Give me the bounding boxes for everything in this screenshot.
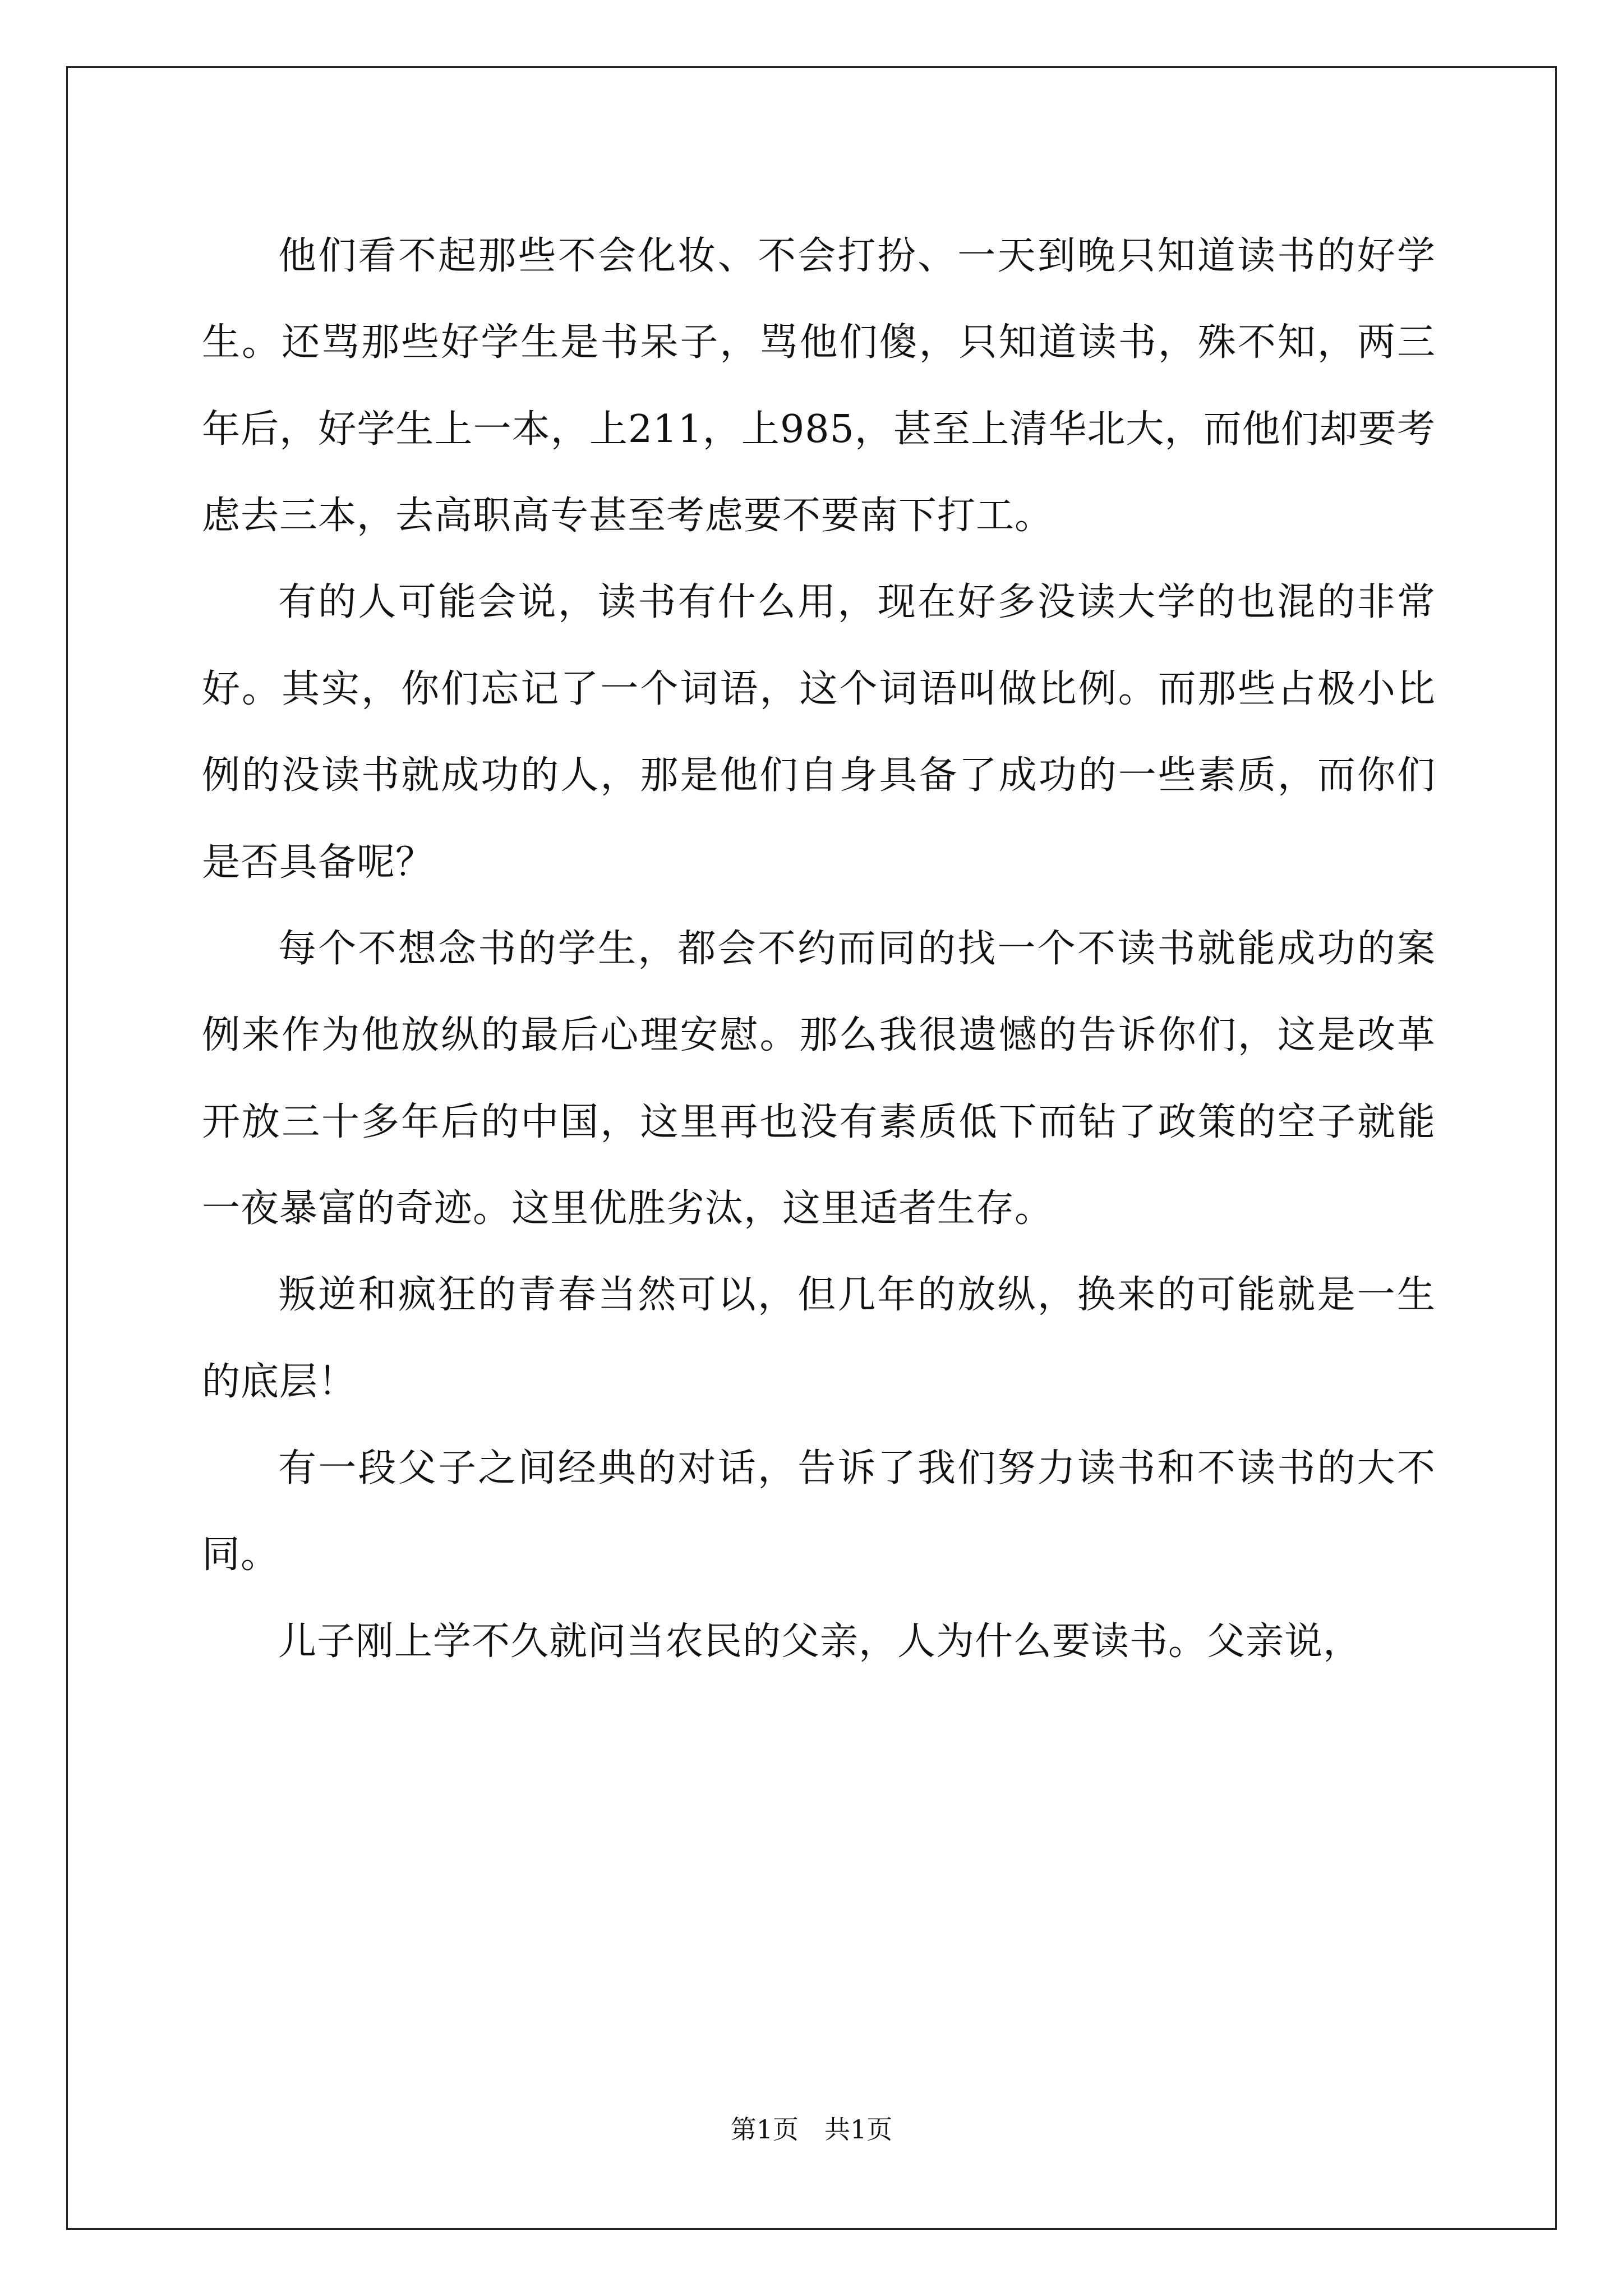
paragraph: 叛逆和疯狂的青春当然可以，但几年的放纵，换来的可能就是一生的底层！ (202, 1273, 1436, 1404)
paragraph: 有的人可能会说，读书有什么用，现在好多没读大学的也混的非常好。其实，你们忘记了一个词语，这个词语叫做比例。而那些占极小比例的没读书就成功的人，那是他们自身具备了成功的一些素质，而你们是否具备呢？ (202, 580, 1436, 885)
page-footer: 第1页 共1页 (730, 2114, 893, 2145)
paragraph: 有一段父子之间经典的对话，告诉了我们努力读书和不读书的大不同。 (202, 1446, 1436, 1577)
paragraph: 每个不想念书的学生，都会不约而同的找一个不读书就能成功的案例来作为他放纵的最后心理安慰。那么我很遗憾的告诉你们，这是改革开放三十多年后的中国，这里再也没有素质低下而钻了政策的空子就能一夜暴富的奇迹。这里优胜劣汰，这里适者生存。 (202, 926, 1436, 1231)
paragraph: 儿子刚上学不久就问当农民的父亲，人为什么要读书。父亲说， (278, 1619, 1362, 1664)
document-body (202, 213, 1436, 1685)
paragraph: 他们看不起那些不会化妆、不会打扮、一天到晚只知道读书的好学生。还骂那些好学生是书呆子，骂他们傻，只知道读书，殊不知，两三年后，好学生上一本，上211，上985，甚至上清华北大，而他们却要考虑去三本，去高职高专甚至考虑要不要南下打工。 (202, 234, 1436, 539)
